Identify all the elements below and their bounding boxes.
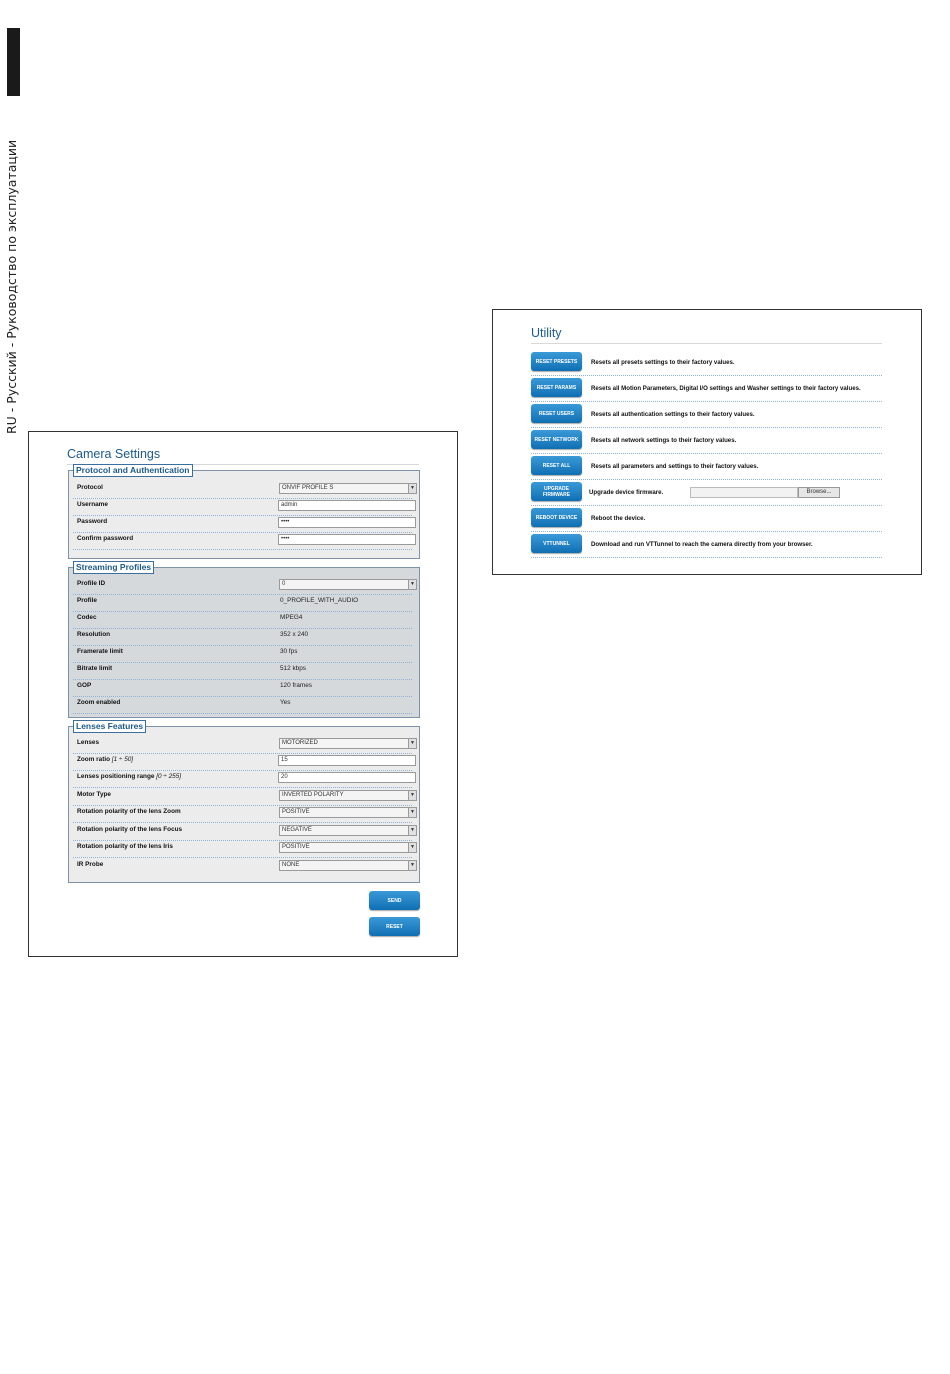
rot-iris-value: POSITIVE <box>282 844 310 850</box>
ir-probe-select[interactable] <box>279 860 417 871</box>
reset-button[interactable]: RESET <box>369 917 420 936</box>
lenses-label: Lenses <box>77 739 100 746</box>
reset-network-desc: Resets all network settings to their factory values. <box>591 437 737 444</box>
rot-focus-row <box>73 823 415 841</box>
reset-network-button[interactable]: RESET NETWORK <box>531 430 582 449</box>
reset-users-desc: Resets all authentication settings to their factory values. <box>591 411 755 418</box>
chevron-down-icon: ▼ <box>408 808 416 817</box>
framerate-row <box>73 645 412 663</box>
upgrade-firmware-row <box>531 479 882 506</box>
rot-focus-select[interactable] <box>279 825 417 836</box>
profile-label: Profile <box>77 597 97 604</box>
zoom-ratio-text: Zoom ratio <box>77 756 111 763</box>
reset-all-button[interactable]: RESET ALL <box>531 456 582 475</box>
side-label: RU - Русский - Руководство по эксплуатации <box>4 139 19 434</box>
codec-row <box>73 611 412 629</box>
chevron-down-icon: ▼ <box>408 484 416 493</box>
vttunnel-button[interactable]: VTTUNNEL <box>531 534 582 553</box>
reset-presets-row <box>531 349 882 376</box>
positioning-label <box>77 773 181 780</box>
username-row <box>73 498 412 516</box>
motor-type-row <box>73 788 415 806</box>
reset-all-desc: Resets all parameters and settings to their factory values. <box>591 463 759 470</box>
ir-probe-label: IR Probe <box>77 861 104 868</box>
framerate-label: Framerate limit <box>77 648 123 655</box>
chevron-down-icon: ▼ <box>408 791 416 800</box>
codec-value: MPEG4 <box>280 614 303 621</box>
framerate-value: 30 fps <box>280 648 298 655</box>
username-input[interactable]: admin <box>278 500 416 511</box>
camera-settings-panel <box>28 431 458 957</box>
password-row <box>73 515 412 533</box>
ir-probe-row <box>73 858 415 875</box>
zoom-enabled-label: Zoom enabled <box>77 699 121 706</box>
protocol-select[interactable] <box>279 483 417 494</box>
gop-label: GOP <box>77 682 92 689</box>
reset-params-button[interactable]: RESET PARAMS <box>531 378 582 397</box>
confirm-password-row <box>73 532 412 550</box>
rot-zoom-select[interactable] <box>279 807 417 818</box>
streaming-profiles-group <box>68 562 420 718</box>
motor-type-select[interactable] <box>279 790 417 801</box>
zoom-ratio-input[interactable]: 15 <box>278 755 416 766</box>
resolution-row <box>73 628 412 646</box>
lenses-row <box>73 736 415 754</box>
username-label: Username <box>77 501 108 508</box>
positioning-row <box>73 770 412 788</box>
resolution-label: Resolution <box>77 631 111 638</box>
rot-iris-select[interactable] <box>279 842 417 853</box>
reset-users-button[interactable]: RESET USERS <box>531 404 582 423</box>
chevron-down-icon: ▼ <box>408 580 416 589</box>
profile-id-select[interactable] <box>279 579 417 590</box>
browse-button[interactable]: Browse... <box>798 487 840 498</box>
motor-type-value: INVERTED POLARITY <box>282 792 344 798</box>
rot-iris-label: Rotation polarity of the lens Iris <box>77 843 173 850</box>
profile-id-row <box>73 577 415 595</box>
protocol-auth-group <box>68 465 420 559</box>
chevron-down-icon: ▼ <box>408 843 416 852</box>
zoom-ratio-range: [1 ÷ 50] <box>111 756 134 763</box>
rot-zoom-label: Rotation polarity of the lens Zoom <box>77 808 181 815</box>
streaming-profiles-legend: Streaming Profiles <box>73 561 154 574</box>
rot-zoom-row <box>73 805 415 823</box>
codec-label: Codec <box>77 614 97 621</box>
chevron-down-icon: ▼ <box>408 739 416 748</box>
resolution-value: 352 x 240 <box>280 631 309 638</box>
gop-value: 120 frames <box>280 682 312 689</box>
positioning-range: [0 ÷ 255] <box>156 773 182 780</box>
ir-probe-value: NONE <box>282 862 300 868</box>
reset-params-desc: Resets all Motion Parameters, Digital I/O settings and Washer settings to their factory values. <box>591 385 861 392</box>
reset-users-row <box>531 401 882 428</box>
camera-settings-title: Camera Settings <box>67 447 161 461</box>
confirm-password-label: Confirm password <box>77 535 134 542</box>
send-button[interactable]: SEND <box>369 891 420 910</box>
rot-focus-label: Rotation polarity of the lens Focus <box>77 826 183 833</box>
password-label: Password <box>77 518 108 525</box>
lenses-select[interactable] <box>279 738 417 749</box>
lenses-features-group <box>68 721 420 883</box>
reboot-device-row <box>531 505 882 532</box>
zoom-ratio-row <box>73 753 412 771</box>
rot-focus-value: NEGATIVE <box>282 827 312 833</box>
utility-title: Utility <box>531 326 562 340</box>
reset-presets-desc: Resets all presets settings to their factory values. <box>591 359 735 366</box>
zoom-enabled-row <box>73 696 412 714</box>
profile-row <box>73 594 412 612</box>
profile-id-label: Profile ID <box>77 580 106 587</box>
reset-all-row <box>531 453 882 480</box>
bitrate-label: Bitrate limit <box>77 665 113 672</box>
motor-type-label: Motor Type <box>77 791 111 798</box>
reset-network-row <box>531 427 882 454</box>
reset-presets-button[interactable]: RESET PRESETS <box>531 352 582 371</box>
vttunnel-desc: Download and run VTTunnel to reach the camera directly from your browser. <box>591 541 813 548</box>
utility-panel <box>492 309 922 575</box>
protocol-row <box>73 481 415 499</box>
lenses-features-legend: Lenses Features <box>73 720 146 733</box>
bitrate-value: 512 kbps <box>280 665 306 672</box>
rot-iris-row <box>73 840 415 858</box>
confirm-password-input[interactable]: •••• <box>278 534 416 545</box>
vttunnel-row <box>531 531 882 558</box>
upgrade-firmware-button[interactable]: UPGRADE FIRMWARE <box>531 482 582 501</box>
firmware-file-input[interactable] <box>690 487 798 498</box>
zoom-ratio-label <box>77 756 133 763</box>
chevron-down-icon: ▼ <box>408 826 416 835</box>
positioning-text: Lenses positioning range <box>77 773 155 780</box>
positioning-input[interactable]: 20 <box>278 772 416 783</box>
rot-zoom-value: POSITIVE <box>282 809 310 815</box>
upgrade-firmware-desc: Upgrade device firmware. <box>589 489 664 496</box>
chevron-down-icon: ▼ <box>408 861 416 870</box>
reboot-device-desc: Reboot the device. <box>591 515 646 522</box>
bitrate-row <box>73 662 412 680</box>
protocol-label: Protocol <box>77 484 103 491</box>
reboot-device-button[interactable]: REBOOT DEVICE <box>531 508 582 527</box>
gop-row <box>73 679 412 697</box>
page-edge-tab <box>7 28 20 96</box>
profile-value: 0_PROFILE_WITH_AUDIO <box>280 597 359 604</box>
lenses-value: MOTORIZED <box>282 740 318 746</box>
protocol-value: ONVIF PROFILE S <box>282 485 334 491</box>
password-input[interactable]: •••• <box>278 517 416 528</box>
zoom-enabled-value: Yes <box>280 699 291 706</box>
profile-id-value: 0 <box>282 581 286 587</box>
title-divider <box>531 343 882 344</box>
reset-params-row <box>531 375 882 402</box>
protocol-auth-legend: Protocol and Authentication <box>73 464 193 477</box>
